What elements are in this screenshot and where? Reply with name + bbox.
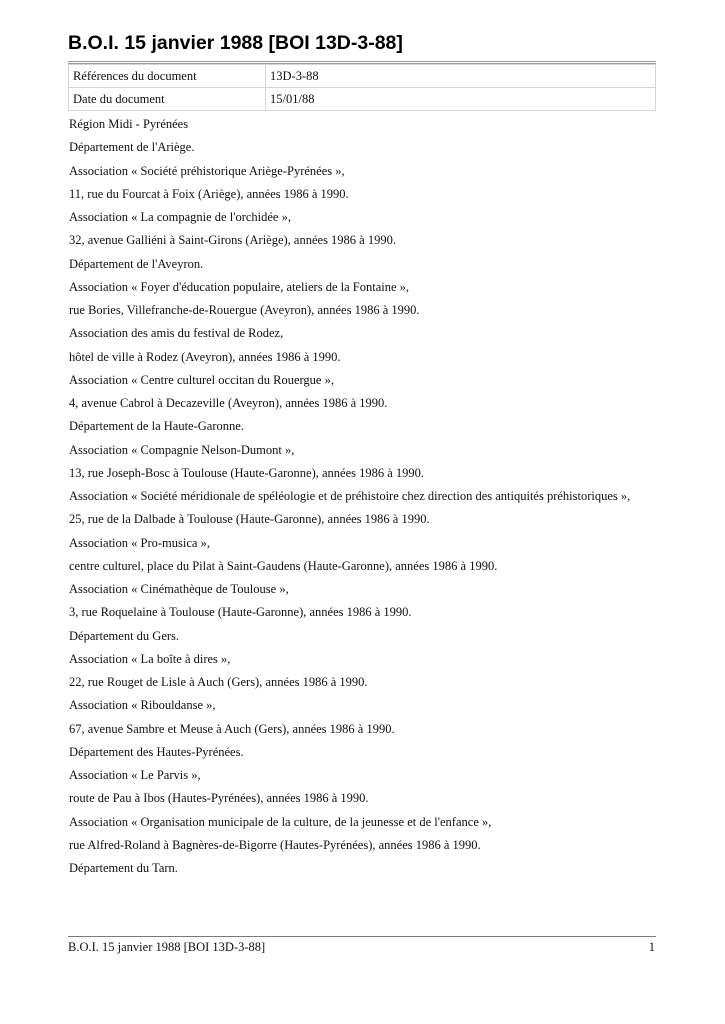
page-number: 1 — [648, 940, 655, 954]
list-item: Association « Centre culturel occitan du Rouergue », — [69, 372, 334, 387]
list-item: Association « Compagnie Nelson-Dumont », — [69, 442, 295, 457]
doc-reference-label: Références du document — [69, 65, 266, 88]
department-heading: Département des Hautes-Pyrénées. — [69, 744, 244, 759]
list-item: 32, avenue Galliéni à Saint-Girons (Ariège), années 1986 à 1990. — [69, 233, 396, 248]
list-item: 4, avenue Cabrol à Decazeville (Aveyron), années 1986 à 1990. — [69, 396, 388, 410]
document-info-table — [68, 64, 656, 111]
document-body — [69, 116, 649, 883]
list-item: Association « La boîte à dires », — [69, 651, 231, 666]
list-item: Association « Ribouldanse », — [69, 698, 216, 713]
list-item: 11, rue du Fourcat à Foix (Ariège), années 1986 à 1990. — [69, 186, 349, 201]
list-item: 22, rue Rouget de Lisle à Auch (Gers), années 1986 à 1990. — [69, 675, 368, 689]
footer-rule — [68, 936, 656, 937]
list-item: 3, rue Roquelaine à Toulouse (Haute-Garonne), années 1986 à 1990. — [69, 605, 412, 620]
list-item: Association « Foyer d'éducation populaire, ateliers de la Fontaine », — [69, 279, 410, 294]
list-item: rue Bories, Villefranche-de-Rouergue (Aveyron), années 1986 à 1990. — [69, 303, 420, 317]
list-item: 13, rue Joseph-Bosc à Toulouse (Haute-Garonne), années 1986 à 1990. — [69, 465, 425, 480]
list-item: hôtel de ville à Rodez (Aveyron), années 1986 à 1990. — [69, 349, 341, 364]
table-row — [69, 88, 656, 111]
list-item: Association des amis du festival de Rodez, — [69, 326, 284, 341]
department-heading: Département de l'Ariège. — [69, 140, 195, 155]
list-item: Association « Pro-musica », — [69, 535, 210, 550]
table-row — [69, 65, 656, 88]
doc-date-value: 15/01/88 — [266, 88, 656, 111]
department-heading: Département du Tarn. — [69, 861, 178, 875]
list-item: Association « La compagnie de l'orchidée », — [69, 210, 291, 224]
title-rule — [68, 61, 656, 62]
department-heading: Département de la Haute-Garonne. — [69, 419, 244, 434]
department-heading: Département de l'Aveyron. — [69, 256, 204, 271]
list-item: rue Alfred-Roland à Bagnères-de-Bigorre (Hautes-Pyrénées), années 1986 à 1990. — [69, 837, 481, 852]
list-item: 67, avenue Sambre et Meuse à Auch (Gers), années 1986 à 1990. — [69, 721, 395, 736]
list-item: route de Pau à Ibos (Hautes-Pyrénées), années 1986 à 1990. — [69, 791, 369, 806]
list-item: Association « Société méridionale de spéléologie et de préhistoire chez direction des antiquités préhistoriques », — [69, 489, 631, 503]
page-title: B.O.I. 15 janvier 1988 [BOI 13D-3-88] — [68, 32, 403, 54]
doc-date-label: Date du document — [69, 88, 266, 111]
department-heading: Département du Gers. — [69, 628, 180, 643]
list-item: Association « Cinémathèque de Toulouse », — [69, 582, 289, 596]
region-heading: Région Midi - Pyrénées — [69, 117, 189, 131]
list-item: centre culturel, place du Pilat à Saint-Gaudens (Haute-Garonne), années 1986 à 1990. — [69, 558, 498, 573]
footer-reference: B.O.I. 15 janvier 1988 [BOI 13D-3-88] — [68, 940, 266, 954]
list-item: Association « Organisation municipale de la culture, de la jeunesse et de l'enfance », — [69, 814, 492, 829]
list-item: 25, rue de la Dalbade à Toulouse (Haute-Garonne), années 1986 à 1990. — [69, 512, 430, 527]
list-item: Association « Le Parvis », — [69, 768, 201, 782]
list-item: Association « Société préhistorique Ariège-Pyrénées », — [69, 163, 345, 178]
doc-reference-value: 13D-3-88 — [266, 65, 656, 88]
